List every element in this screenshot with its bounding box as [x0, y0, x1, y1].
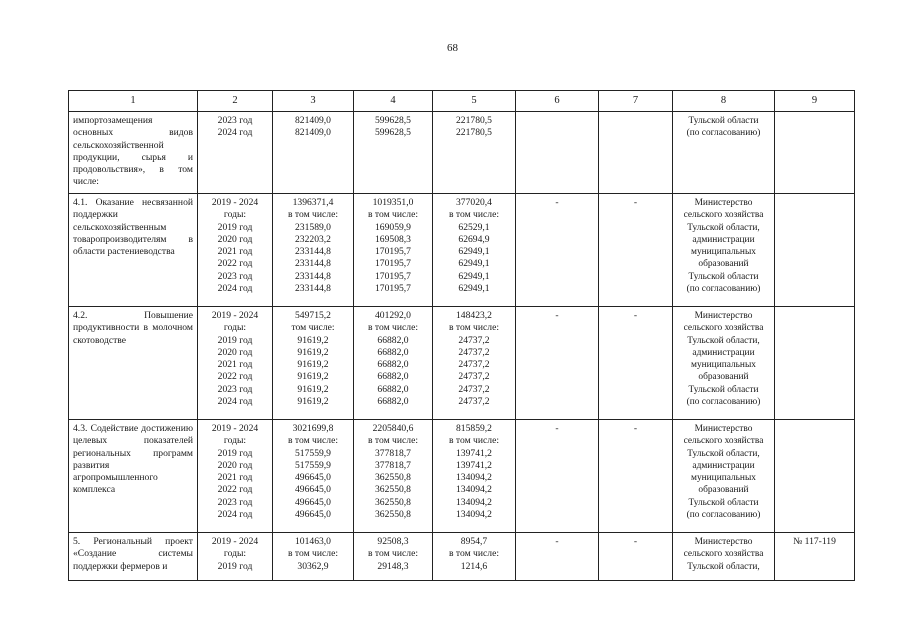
federal-cell-line: 377818,7 [375, 447, 411, 459]
regional-cell [433, 420, 516, 533]
regional-cell-line: 62949,1 [458, 246, 490, 258]
regional-cell-line: 815859,2 [456, 423, 492, 434]
regional-cell-line: в том числе: [448, 548, 499, 560]
executor-cell-line: Тульской области, [687, 335, 760, 346]
col9-cell [775, 194, 855, 307]
regional-cell-line: 148423,2 [456, 310, 492, 321]
executor-cell-line: муниципальных [691, 247, 756, 258]
federal-cell-line: 66882,0 [377, 396, 409, 408]
total-cell-line: 496645,0 [295, 484, 331, 496]
col7-cell: - [599, 420, 673, 533]
regional-cell-line: в том числе: [448, 322, 499, 334]
federal-cell [354, 533, 433, 581]
executor-cell [673, 420, 775, 533]
total-cell-line: 101463,0 [295, 536, 331, 547]
regional-cell-line: 134094,2 [456, 472, 492, 484]
period-cell [198, 420, 273, 533]
executor-cell-line: Министерство [694, 198, 753, 208]
executor-cell [673, 194, 775, 307]
executor-cell-line: (по согласованию) [686, 397, 761, 408]
total-cell-line: 496645,0 [295, 496, 331, 508]
total-cell-line: 233144,8 [295, 283, 331, 295]
regional-cell-line: 62949,1 [458, 270, 490, 282]
period-cell-line: 2020 год [217, 459, 253, 471]
regional-cell [433, 533, 516, 581]
table-row [69, 194, 855, 307]
executor-cell-line: сельского хозяйства [683, 549, 764, 560]
total-cell-line: 233144,8 [295, 258, 331, 270]
description-text: 4.1. Оказание несвязанной поддержки сельскохозяйственным товаропроизводителям в области растениеводства [73, 197, 193, 258]
measure-description [69, 307, 198, 420]
federal-cell-line: 401292,0 [375, 310, 411, 321]
period-cell [198, 533, 273, 581]
period-cell-line: 2019 год [217, 447, 253, 459]
total-cell-line: 821409,0 [295, 127, 331, 139]
executor-cell-line: администрации [692, 234, 755, 245]
measure-description [69, 112, 198, 194]
period-cell-line: 2022 год [217, 258, 253, 270]
total-cell-line: 496645,0 [295, 472, 331, 484]
regional-cell-line: 134094,2 [456, 496, 492, 508]
period-cell-line: 2024 год [217, 127, 253, 139]
table-header-row [69, 91, 855, 112]
total-cell-line: 91619,2 [297, 383, 329, 395]
table-row [69, 307, 855, 420]
regional-cell-line: 1214,6 [460, 560, 488, 572]
col-header: 7 [599, 91, 673, 112]
federal-cell-line: 599628,5 [375, 115, 411, 126]
total-cell [273, 112, 354, 194]
federal-cell-line: 66882,0 [377, 383, 409, 395]
regional-cell [433, 307, 516, 420]
period-cell-line: 2024 год [217, 283, 253, 295]
executor-cell-line: Тульской области [688, 497, 759, 508]
federal-cell-line: 170195,7 [375, 270, 411, 282]
executor-cell-line: сельского хозяйства [683, 210, 764, 221]
period-cell-line: 2020 год [217, 346, 253, 358]
period-cell-line: 2019 - 2024 [211, 197, 259, 208]
executor-cell-line: сельского хозяйства [683, 436, 764, 447]
executor-cell-line: Тульской области, [687, 561, 760, 572]
col6-cell: - [516, 307, 599, 420]
total-cell-line: в том числе: [287, 548, 338, 560]
executor-cell-line: Министерство [694, 537, 753, 547]
period-cell-line: 2021 год [217, 246, 253, 258]
measures-table [68, 90, 855, 581]
total-cell-line: 233144,8 [295, 270, 331, 282]
federal-cell-line: 377818,7 [375, 459, 411, 471]
measure-description [69, 194, 198, 307]
col-header: 8 [673, 91, 775, 112]
executor-cell-line: администрации [692, 460, 755, 471]
total-cell-line: 91619,2 [297, 359, 329, 371]
total-cell-line: в том числе: [287, 435, 338, 447]
col-header: 6 [516, 91, 599, 112]
description-text: 4.3. Содействие достижению целевых показателей региональных программ развития агропромышленного комплекса [73, 423, 193, 496]
period-cell-line: 2022 год [217, 484, 253, 496]
executor-cell-line: муниципальных [691, 360, 756, 371]
federal-cell-line: 66882,0 [377, 371, 409, 383]
description-text: импортозамещения основных видов сельскохозяйственной продукции, сырья и продовольствия», в том числе: [73, 115, 193, 188]
regional-cell-line: 62949,1 [458, 258, 490, 270]
federal-cell-line: 169059,9 [375, 221, 411, 233]
period-cell-line: 2023 год [217, 270, 253, 282]
period-cell [198, 307, 273, 420]
measure-description [69, 533, 198, 581]
total-cell-line: 91619,2 [297, 346, 329, 358]
federal-cell-line: 170195,7 [375, 246, 411, 258]
federal-cell-line: 362550,8 [375, 509, 411, 521]
total-cell-line: 517559,9 [295, 447, 331, 459]
period-cell-line: 2021 год [217, 359, 253, 371]
period-cell-line: 2021 год [217, 472, 253, 484]
executor-cell-line: (по согласованию) [686, 284, 761, 295]
period-cell-line: 2022 год [217, 371, 253, 383]
federal-cell-line: в том числе: [367, 322, 418, 334]
executor-cell-line: муниципальных [691, 473, 756, 484]
regional-cell-line: 24737,2 [458, 346, 490, 358]
total-cell-line: 30362,9 [297, 560, 329, 572]
col-header: 5 [433, 91, 516, 112]
federal-cell [354, 307, 433, 420]
total-cell-line: 91619,2 [297, 371, 329, 383]
total-cell [273, 307, 354, 420]
federal-cell-line: 92508,3 [377, 536, 409, 547]
total-cell-line: 1396371,4 [292, 197, 334, 208]
col9-cell [775, 112, 855, 194]
executor-cell-line: Тульской области, [687, 448, 760, 459]
period-cell-line: 2019 - 2024 [211, 310, 259, 321]
regional-cell-line: 62694,9 [458, 233, 490, 245]
col6-cell: - [516, 420, 599, 533]
federal-cell [354, 194, 433, 307]
federal-cell-line: в том числе: [367, 435, 418, 447]
regional-cell-line: 24737,2 [458, 383, 490, 395]
col-header: 9 [775, 91, 855, 112]
period-cell-line: 2019 - 2024 [211, 536, 259, 547]
measure-description [69, 420, 198, 533]
federal-cell-line: 2205840,6 [372, 423, 414, 434]
total-cell-line: 91619,2 [297, 396, 329, 408]
regional-cell [433, 194, 516, 307]
regional-cell-line: 62949,1 [458, 283, 490, 295]
total-cell-line: 232203,2 [295, 233, 331, 245]
table-row [69, 420, 855, 533]
period-cell-line: 2024 год [217, 396, 253, 408]
regional-cell-line: 62529,1 [458, 221, 490, 233]
federal-cell [354, 420, 433, 533]
regional-cell-line: 8954,7 [460, 536, 488, 547]
col7-cell: - [599, 307, 673, 420]
federal-cell-line: 170195,7 [375, 258, 411, 270]
period-cell-line: 2019 год [217, 221, 253, 233]
col6-cell [516, 112, 599, 194]
federal-cell-line: 362550,8 [375, 472, 411, 484]
period-cell-line: годы: [223, 435, 247, 447]
regional-cell-line: 221780,5 [456, 127, 492, 139]
period-cell-line: 2023 год [217, 496, 253, 508]
total-cell-line: в том числе: [287, 209, 338, 221]
executor-cell-line: (по согласованию) [686, 128, 761, 139]
period-cell-line: годы: [223, 548, 247, 560]
period-cell-line: 2019 - 2024 [211, 423, 259, 434]
period-cell-line: 2019 год [217, 560, 253, 572]
period-cell-line: 2024 год [217, 509, 253, 521]
total-cell-line: 233144,8 [295, 246, 331, 258]
federal-cell-line: 66882,0 [377, 346, 409, 358]
executor-cell-line: Тульской области [688, 384, 759, 395]
regional-cell-line: 139741,2 [456, 447, 492, 459]
federal-cell-line: 170195,7 [375, 283, 411, 295]
col7-cell: - [599, 194, 673, 307]
period-cell [198, 112, 273, 194]
total-cell-line: 3021699,8 [292, 423, 334, 434]
period-cell-line: 2023 год [217, 383, 253, 395]
total-cell-line: 517559,9 [295, 459, 331, 471]
regional-cell-line: 221780,5 [456, 115, 492, 126]
executor-cell-line: Тульской области [688, 116, 759, 126]
regional-cell-line: 24737,2 [458, 359, 490, 371]
total-cell [273, 194, 354, 307]
col6-cell: - [516, 533, 599, 581]
federal-cell-line: 599628,5 [375, 127, 411, 139]
period-cell-line: 2020 год [217, 233, 253, 245]
total-cell-line: 821409,0 [295, 115, 331, 126]
period-cell-line: годы: [223, 209, 247, 221]
col-header: 2 [198, 91, 273, 112]
total-cell [273, 420, 354, 533]
table-row [69, 533, 855, 581]
federal-cell-line: 66882,0 [377, 359, 409, 371]
col9-cell [775, 307, 855, 420]
federal-cell-line: 66882,0 [377, 334, 409, 346]
executor-cell-line: администрации [692, 347, 755, 358]
federal-cell-line: 362550,8 [375, 484, 411, 496]
col7-cell [599, 112, 673, 194]
col-header: 4 [354, 91, 433, 112]
description-text: 4.2. Повышение продуктивности в молочном скотоводстве [73, 310, 193, 346]
federal-cell-line: 29148,3 [377, 560, 409, 572]
regional-cell-line: в том числе: [448, 435, 499, 447]
page-number: 68 [447, 42, 458, 54]
federal-cell-line: в том числе: [367, 548, 418, 560]
period-cell-line: 2019 год [217, 334, 253, 346]
federal-cell [354, 112, 433, 194]
executor-cell-line: Министерство [694, 311, 753, 321]
regional-cell-line: 24737,2 [458, 371, 490, 383]
regional-cell-line: 134094,2 [456, 509, 492, 521]
executor-cell [673, 112, 775, 194]
regional-cell-line: 139741,2 [456, 459, 492, 471]
total-cell-line: 91619,2 [297, 334, 329, 346]
executor-cell-line: Тульской области [688, 271, 759, 282]
regional-cell-line: в том числе: [448, 209, 499, 221]
executor-cell-line: образований [698, 372, 749, 383]
period-cell [198, 194, 273, 307]
federal-cell-line: в том числе: [367, 209, 418, 221]
total-cell-line: 549715,2 [295, 310, 331, 321]
regional-cell-line: 377020,4 [456, 197, 492, 208]
executor-cell [673, 533, 775, 581]
total-cell-line: том числе: [291, 322, 335, 334]
federal-cell-line: 362550,8 [375, 496, 411, 508]
executor-cell [673, 307, 775, 420]
regional-cell [433, 112, 516, 194]
col-header: 3 [273, 91, 354, 112]
regional-cell-line: 24737,2 [458, 334, 490, 346]
total-cell [273, 533, 354, 581]
table-row [69, 112, 855, 194]
total-cell-line: 231589,0 [295, 221, 331, 233]
col6-cell: - [516, 194, 599, 307]
executor-cell-line: сельского хозяйства [683, 323, 764, 334]
col-header: 1 [69, 91, 198, 112]
description-text: 5. Региональный проект «Создание системы поддержки фермеров и [73, 536, 193, 572]
period-cell-line: годы: [223, 322, 247, 334]
table-body [69, 112, 855, 581]
executor-cell-line: образований [698, 485, 749, 496]
regional-cell-line: 134094,2 [456, 484, 492, 496]
col7-cell: - [599, 533, 673, 581]
col9-cell [775, 420, 855, 533]
executor-cell-line: Тульской области, [687, 222, 760, 233]
col9-cell: № 117-119 [775, 533, 855, 581]
federal-cell-line: 169508,3 [375, 233, 411, 245]
executor-cell-line: Министерство [694, 424, 753, 434]
executor-cell-line: (по согласованию) [686, 510, 761, 521]
federal-cell-line: 1019351,0 [372, 197, 414, 208]
period-cell-line: 2023 год [217, 115, 253, 126]
executor-cell-line: образований [698, 259, 749, 270]
regional-cell-line: 24737,2 [458, 396, 490, 408]
total-cell-line: 496645,0 [295, 509, 331, 521]
